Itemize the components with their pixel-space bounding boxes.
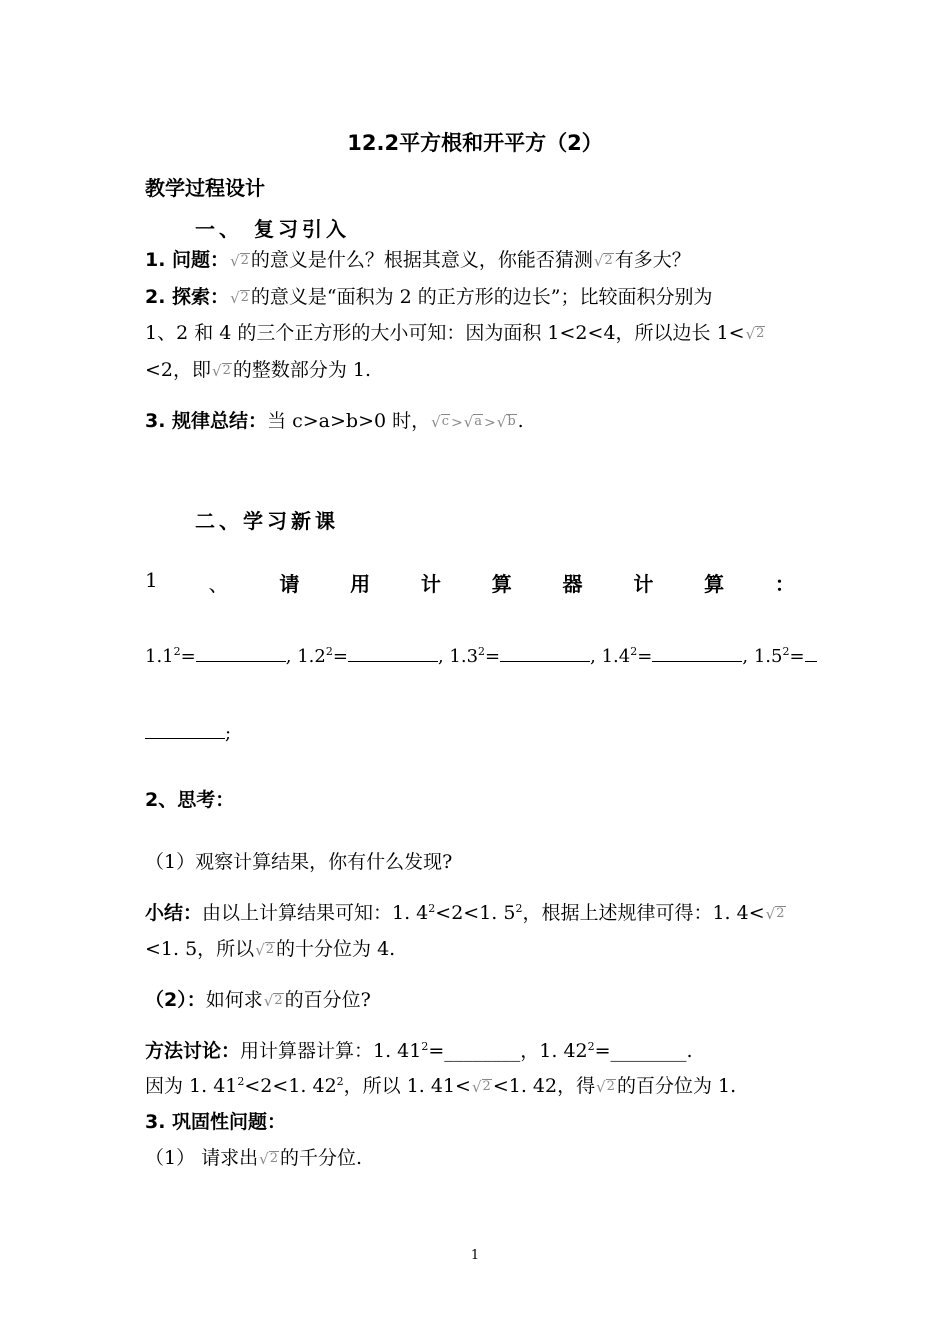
answer-blank[interactable] [196,645,286,662]
sqrt-icon: √ 2 [259,1149,278,1168]
review-question-1: 1. 问题： √ 2 的意义是什么？根据其意义，你能否猜测 √ 2 有多大？ [145,249,691,271]
sqrt-icon: √ 2 [212,361,231,380]
question-label: 2. 探索： [145,286,230,308]
sqrt-icon: √ 2 [745,324,765,343]
consolidate-label: 3. 巩固性问题： [145,1111,287,1133]
sqrt-icon: √ 2 [230,251,249,270]
consolidate-question-1: （1） 请求出 √ 2 的千分位. [145,1147,363,1169]
page-title: 12.2平方根和开平方（2） [347,131,603,155]
method-line-2: 因为 1. $41^2<2<1$. $42^2$，所以 1. 41< √ 2 <1. 42，得 √ 2 的百分位为 1. [145,1075,737,1097]
sqrt-icon: √ c [431,412,449,431]
think-label: 2、思考： [145,789,235,811]
sqrt-icon: √ 2 [263,991,283,1010]
answer-blank[interactable] [145,722,225,739]
answer-blank[interactable] [652,645,742,662]
sqrt-icon: √ 2 [471,1077,491,1096]
sqrt-icon: √ 2 [596,1077,615,1096]
calc-row: $1.1^2=$ , $1.2^2=$ , $1.3^2=$ , $1.4^2=$ , $1.5^2=$ [145,645,817,667]
summary-line: 小结：由以上计算结果可知：1. $4^2<2<1$. $5^2$，根据上述规律可得：1. 4< √ 2 [145,902,785,924]
sqrt-icon: √ 2 [230,288,249,307]
question-label: 1. 问题： [145,249,230,271]
review-question-2: 2. 探索： √ 2 的意义是“面积为 2 的正方形的边长”；比较面积分别为 [145,286,713,308]
sqrt-icon: √ a [463,412,483,431]
calc-instruction: 1 、 请 用 计 算 器 计 算 ： [145,568,795,596]
section-review-heading: 一、 复习引入 [195,217,350,241]
calc-row-continued: ; [145,722,231,744]
sqrt-icon: √ 2 [765,904,785,923]
sqrt-icon: √ 2 [255,940,275,959]
sqrt-icon: √ b [496,412,516,431]
think-question-2: （2）：如何求 √ 2 的百分位? [145,989,371,1011]
answer-blank[interactable] [805,645,817,662]
review-question-2-line3: <2，即 √ 2 的整数部分为 1. [145,359,372,381]
design-heading: 教学过程设计 [145,176,265,200]
review-question-2-line2: 1、2 和 4 的三个正方形的大小可知：因为面积 1<2<4，所以边长 1< √ 2 [145,322,765,344]
think-question-1: （1）观察计算结果，你有什么发现? [145,851,453,873]
method-line: 方法讨论：用计算器计算：1. $41^2=\_\_\_\_\_\_\_\_$，1. $42^2=\_\_\_\_\_\_\_\_$. [145,1040,693,1062]
answer-blank[interactable] [500,645,590,662]
answer-blank[interactable] [348,645,438,662]
review-question-3: 3. 规律总结：当 c>a>b>0 时， √ c > √ a > √ b . [145,410,524,432]
page-number: 1 [470,1248,480,1263]
question-label: 3. 规律总结： [145,410,268,432]
summary-line-2: <1. 5，所以 √ 2 的十分位为 4. [145,938,396,960]
section-new-lesson-heading: 二、学习新课 [195,509,339,533]
sqrt-icon: √ 2 [593,251,613,270]
